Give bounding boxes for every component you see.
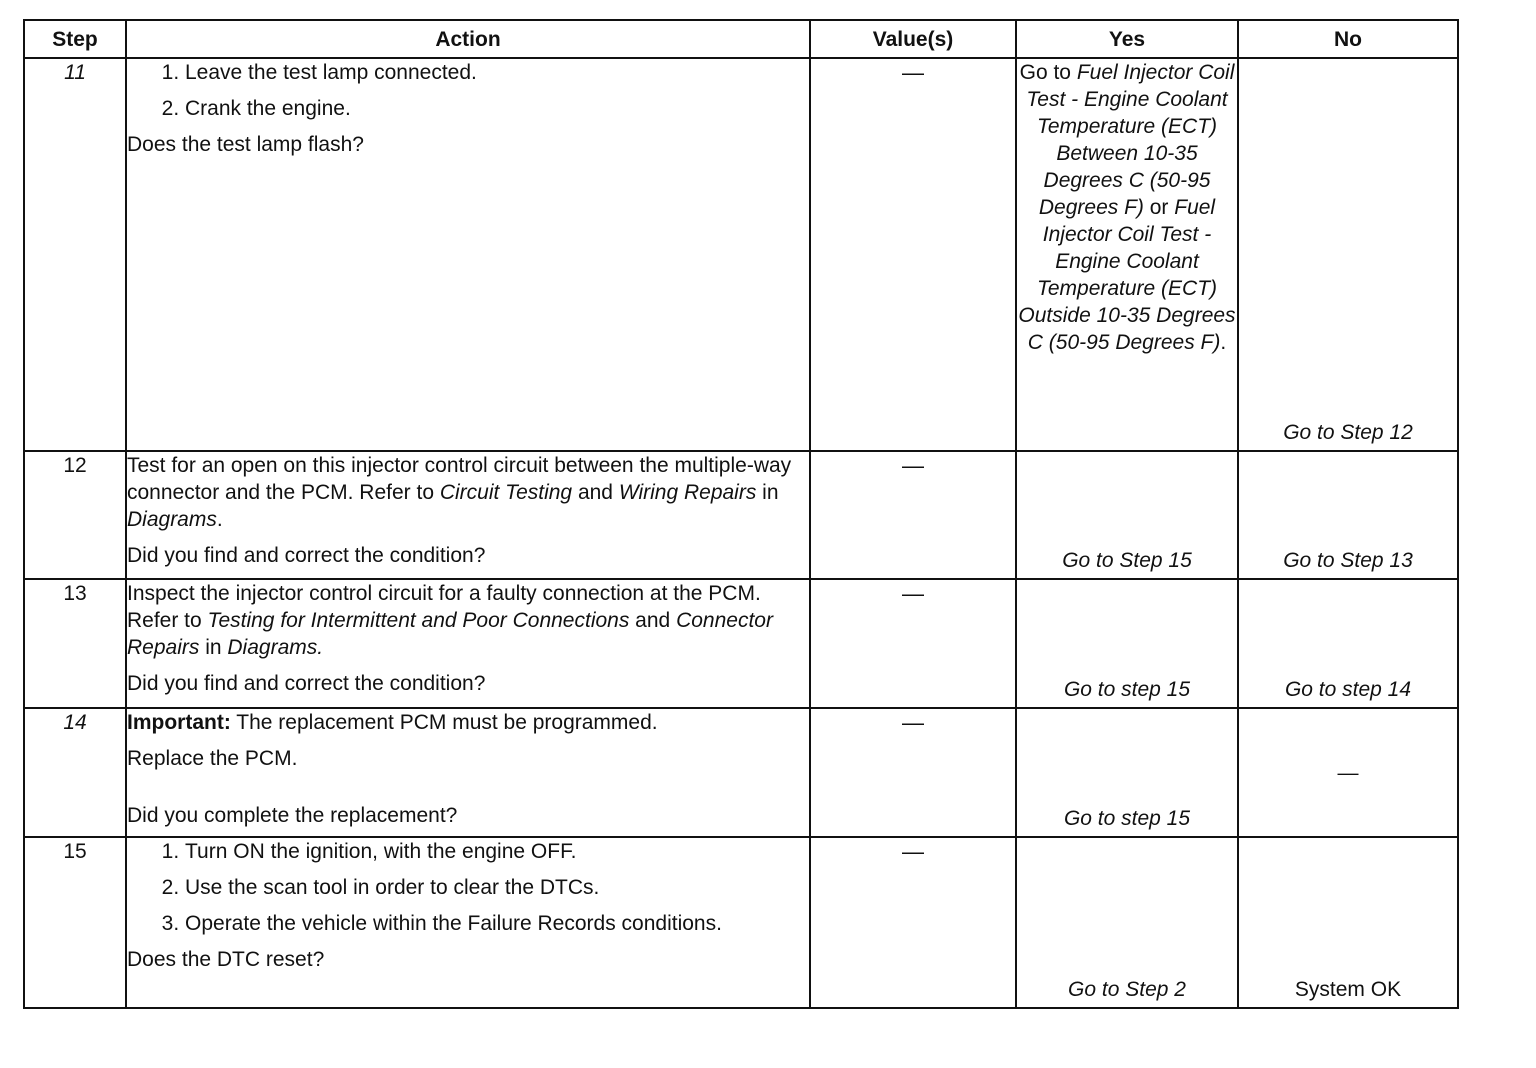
no-cell: [1238, 708, 1458, 837]
reference-link[interactable]: Circuit Testing: [439, 481, 573, 504]
action-cell: [126, 58, 810, 451]
reference-link[interactable]: Diagrams: [127, 508, 217, 531]
yes-link[interactable]: Go to Step 15: [1062, 549, 1192, 572]
step-number: 14: [24, 708, 126, 837]
yes-cell: [1016, 837, 1238, 1008]
action-text-part: in: [756, 481, 779, 504]
action-text-part: Inspect the injector control circuit for a faulty connection at the PCM. Refer to: [127, 582, 761, 632]
action-question: Does the test lamp flash?: [127, 133, 364, 156]
yes-cell: [1016, 58, 1238, 451]
action-list: [127, 838, 809, 937]
no-value: System OK: [1294, 978, 1402, 1001]
table-row: [24, 579, 1458, 708]
value-cell: —: [810, 58, 1016, 451]
step-number: 13: [24, 579, 126, 708]
header-no: No: [1238, 20, 1458, 58]
no-link[interactable]: Go to Step 12: [1283, 421, 1413, 444]
action-cell: [126, 451, 810, 579]
no-cell: [1238, 579, 1458, 708]
action-question: Did you complete the replacement?: [127, 804, 458, 827]
no-value: —: [1337, 761, 1359, 784]
action-text-part: and: [629, 609, 677, 632]
yes-cell: [1016, 579, 1238, 708]
action-question: Did you find and correct the condition?: [127, 672, 486, 695]
list-item: 1. Turn ON the ignition, with the engine OFF.: [185, 838, 809, 865]
header-values: Value(s): [810, 20, 1016, 58]
reference-link[interactable]: Diagrams.: [227, 636, 324, 659]
important-text: The replacement PCM must be programmed.: [230, 711, 658, 734]
step-number: 12: [24, 451, 126, 579]
action-text: [127, 580, 809, 661]
header-step: Step: [24, 20, 126, 58]
no-cell: [1238, 451, 1458, 579]
reference-link[interactable]: Wiring Repairs: [618, 481, 757, 504]
reference-link[interactable]: Connector Repairs: [127, 609, 773, 659]
action-question: Does the DTC reset?: [127, 948, 325, 971]
yes-cell: [1016, 708, 1238, 837]
value-cell: —: [810, 708, 1016, 837]
yes-link[interactable]: Go to step 15: [1063, 678, 1191, 701]
no-link[interactable]: Go to step 14: [1284, 678, 1412, 701]
action-cell: [126, 708, 810, 837]
yes-link[interactable]: Go to step 15: [1063, 807, 1191, 830]
header-row: [24, 20, 1458, 58]
list-item: 3. Operate the vehicle within the Failure Records conditions.: [185, 910, 809, 937]
header-action: Action: [126, 20, 810, 58]
list-item: 2. Use the scan tool in order to clear the DTCs.: [185, 874, 809, 901]
step-number: 11: [24, 58, 126, 451]
step-number: 15: [24, 837, 126, 1008]
action-text-part: Test for an open on this injector control circuit between the multiple-way connector and the PCM. Refer to: [127, 454, 792, 504]
important-label: Important:: [127, 711, 231, 734]
value-cell: —: [810, 451, 1016, 579]
yes-text: .: [1220, 331, 1227, 354]
action-text-part: and: [572, 481, 619, 504]
table-row: [24, 708, 1458, 837]
value-cell: —: [810, 579, 1016, 708]
action-cell: [126, 837, 810, 1008]
yes-link[interactable]: Fuel Injector Coil Test - Engine Coolant Temperature (ECT) Between 10-35 Degrees C (50-95 Degrees F): [1026, 61, 1235, 219]
important-note: [127, 709, 809, 736]
yes-text: Go to: [1019, 61, 1077, 84]
yes-link[interactable]: Fuel Injector Coil Test - Engine Coolant Temperature (ECT) Outside 10-35 Degrees C (50-95 Degrees F): [1018, 196, 1236, 354]
action-question: Did you find and correct the condition?: [127, 544, 486, 567]
value-cell: —: [810, 837, 1016, 1008]
header-yes: Yes: [1016, 20, 1238, 58]
yes-cell: [1016, 451, 1238, 579]
diagnostic-table: [23, 19, 1459, 1009]
table-row: [24, 837, 1458, 1008]
table-row: [24, 451, 1458, 579]
list-item: 2. Crank the engine.: [185, 95, 809, 122]
reference-link[interactable]: Testing for Intermittent and Poor Connections: [207, 609, 630, 632]
action-text: [127, 452, 809, 533]
list-item: 1. Leave the test lamp connected.: [185, 59, 809, 86]
action-text-part: in: [199, 636, 228, 659]
action-cell: [126, 579, 810, 708]
table-row: [24, 58, 1458, 451]
action-text-part: .: [216, 508, 223, 531]
no-link[interactable]: Go to Step 13: [1283, 549, 1413, 572]
no-cell: [1238, 58, 1458, 451]
action-text: Replace the PCM.: [127, 747, 298, 770]
yes-link[interactable]: Go to Step 2: [1068, 978, 1186, 1001]
yes-text: or: [1143, 196, 1175, 219]
action-list: [127, 59, 809, 122]
no-cell: [1238, 837, 1458, 1008]
